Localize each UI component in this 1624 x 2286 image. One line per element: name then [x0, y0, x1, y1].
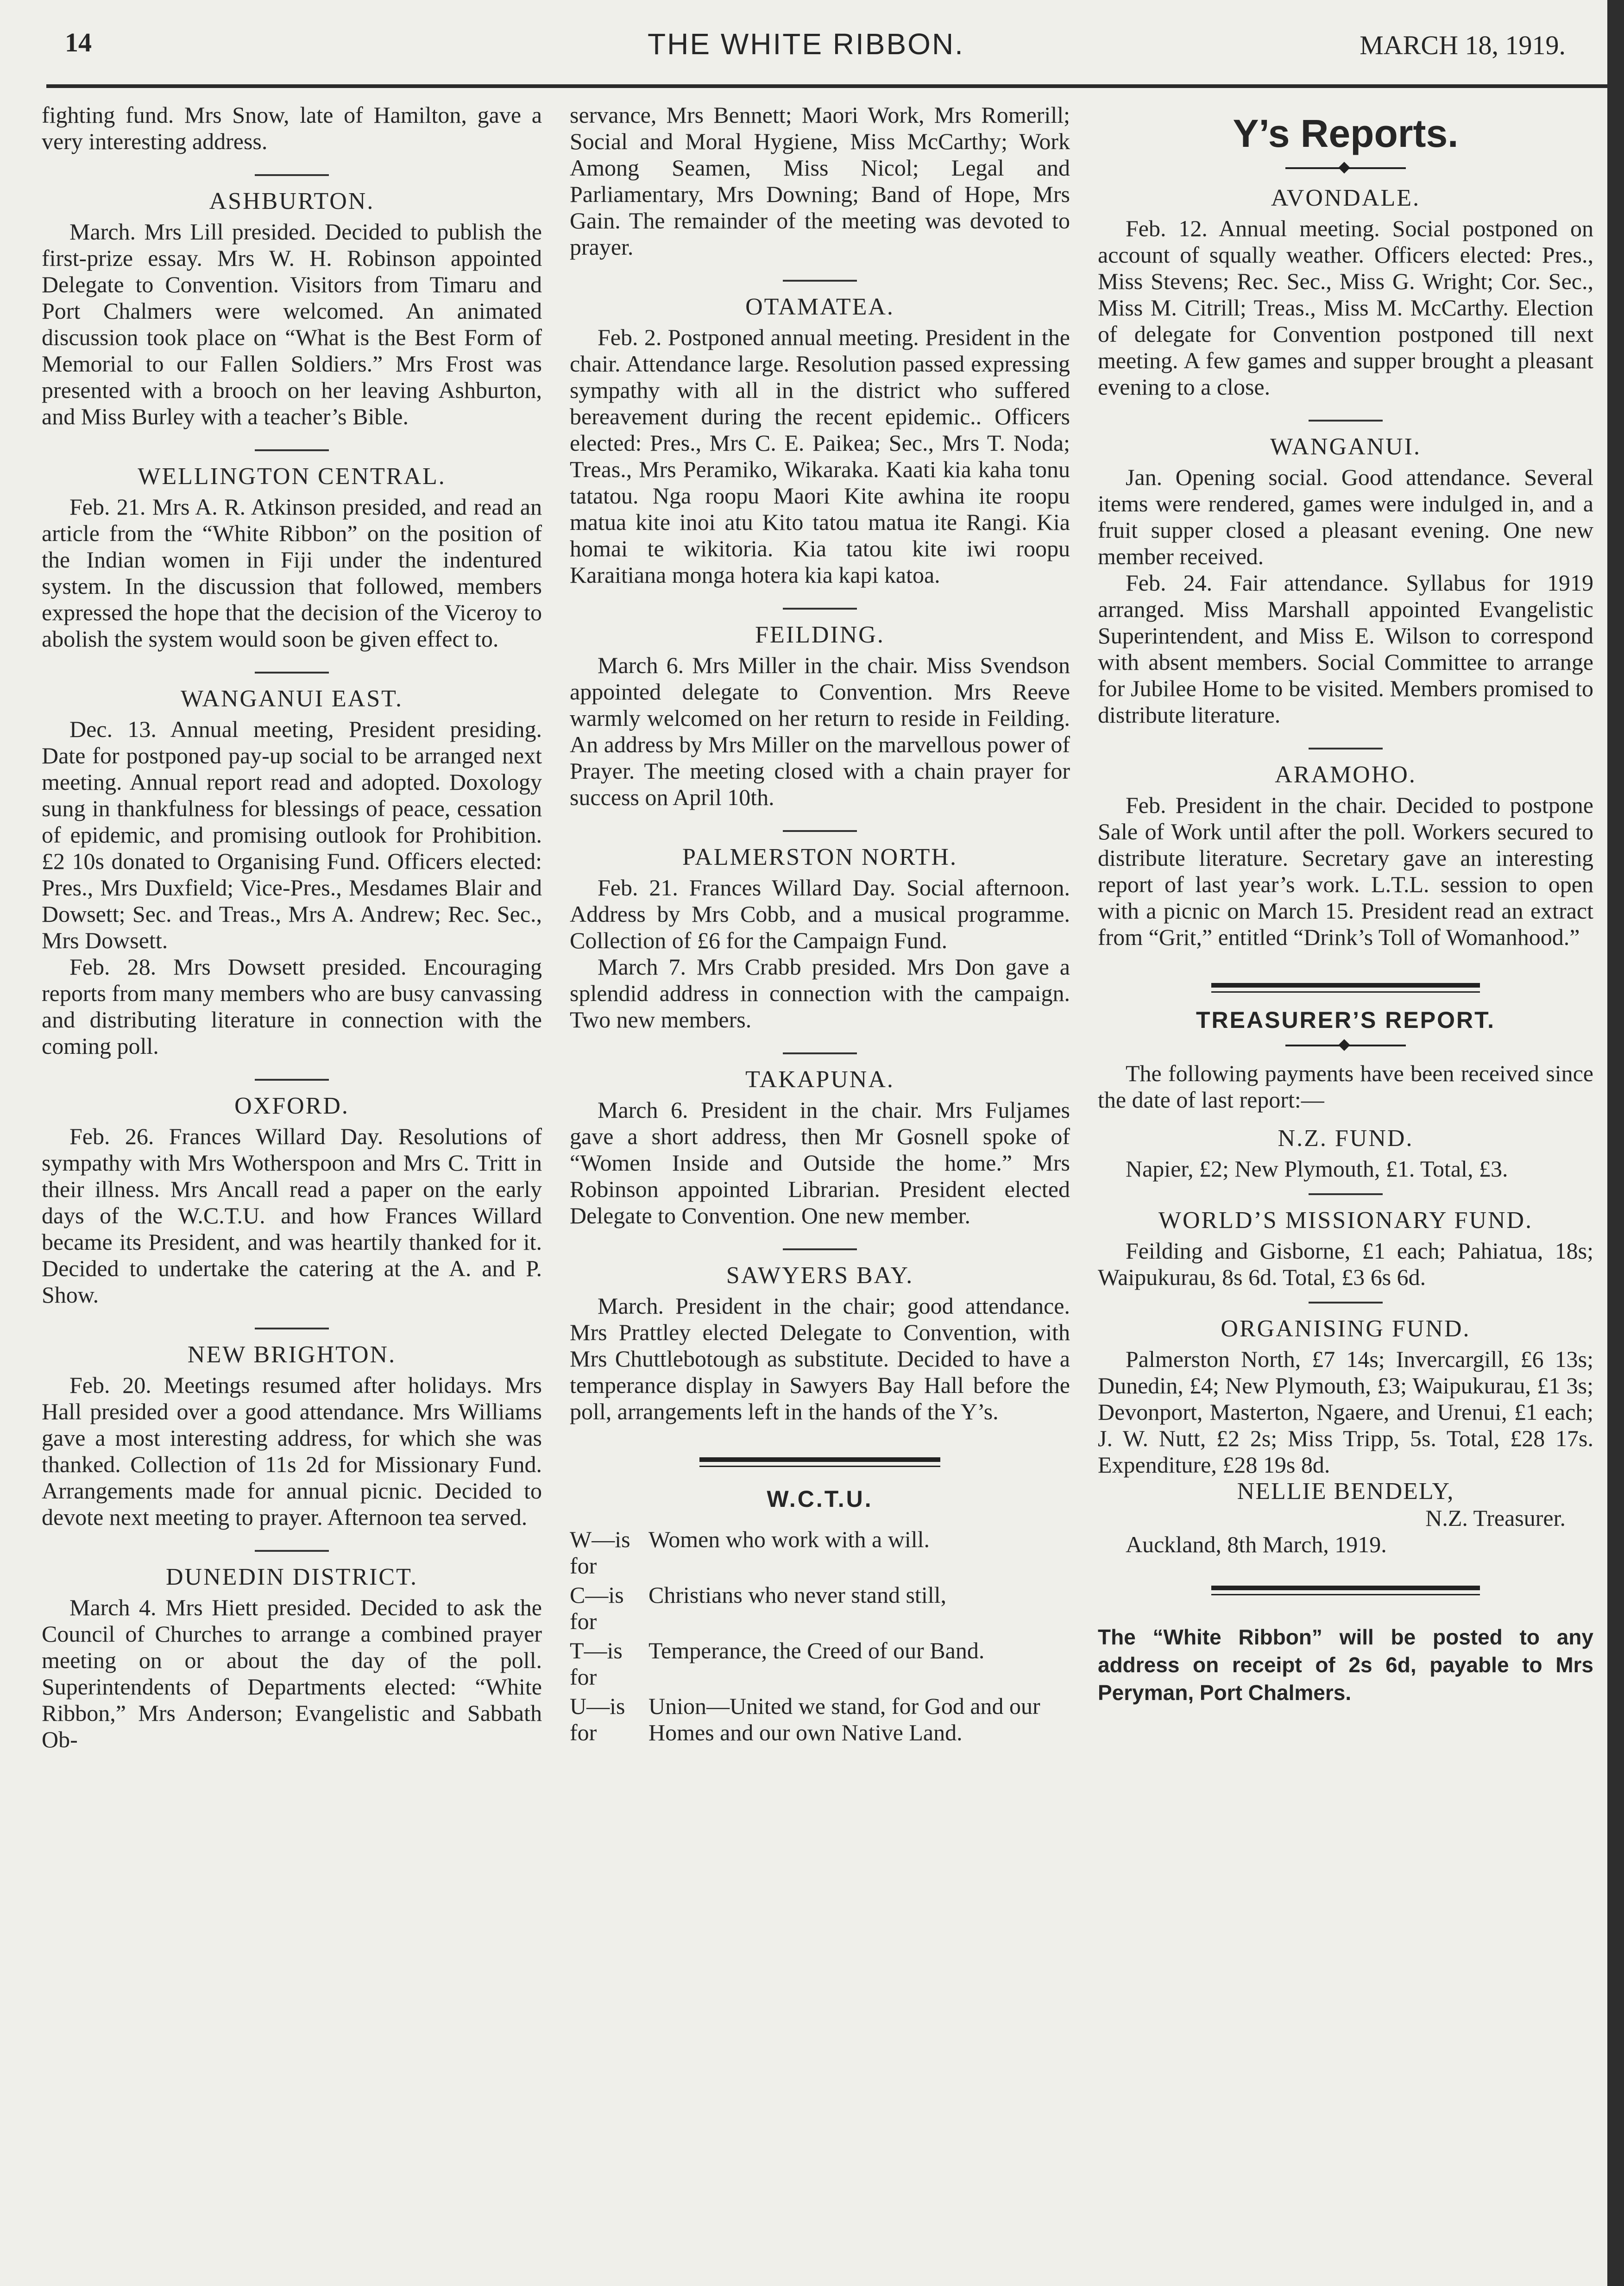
aramoho-heading: ARAMOHO. — [1275, 762, 1416, 788]
section-divider — [783, 280, 857, 282]
column-2 — [570, 102, 1070, 1749]
feilding-heading: FEILDING. — [755, 622, 885, 648]
section-divider — [255, 449, 329, 451]
continued-paragraph: servance, Mrs Bennett; Maori Work, Mrs Romerill; Social and Moral Hygiene, Miss McCarthy; Work Among Seamen, Miss Nicol; Legal and Parliamentary, Mrs Downing; Band of Hope, Mrs Gain. The remainder of the meeting was devoted to prayer. — [570, 102, 1070, 260]
treasurer-signature-name: NELLIE BENDELY, — [1237, 1478, 1454, 1505]
section-divider — [1309, 1193, 1383, 1195]
section-divider — [783, 608, 857, 610]
double-rule — [699, 1457, 940, 1467]
ashburton-report: March. Mrs Lill presided. Decided to publish the first-prize essay. Mrs W. H. Robinson appointed Delegate to Convention. Visitors from Timaru and Port Chalmers were welcomed. An animated discussion took place on “What is the Best Form of Memorial to our Fallen Soldiers.” Mrs Frost was presented with a brooch on her leaving Ashburton, and Miss Burley with a teacher’s Bible. — [42, 219, 542, 429]
continued-paragraph: fighting fund. Mrs Snow, late of Hamilton, gave a very interesting address. — [42, 102, 542, 154]
section-divider — [255, 174, 329, 176]
wellington-central-heading: WELLINGTON CENTRAL. — [138, 463, 446, 490]
subscription-notice: The “White Ribbon” will be posted to any address on receipt of 2s 6d, payable to Mrs Peryman, Port Chalmers. — [1098, 1625, 1593, 1705]
worlds-missionary-fund-heading: WORLD’S MISSIONARY FUND. — [1158, 1207, 1533, 1234]
wanganui-east-report-1: Dec. 13. Annual meeting, President presiding. Date for postponed pay-up social to be arranged next meeting. Annual report read and adopted. Doxology sung in thankfulness for blessings of peace, cessation of epidemic, and promising outlook for Prohibition. £2 10s donated to Organising Fund. Officers elected: Pres., Mrs Duxfield; Vice-Pres., Mesdames Blair and Dowsett; Sec. and Treas., Mrs A. Andrew; Rec. Sec., Mrs Dowsett. — [42, 716, 542, 953]
treasurer-signature-place: Auckland, 8th March, 1919. — [1126, 1531, 1387, 1557]
section-divider — [255, 1079, 329, 1081]
acrostic-key: W—is for — [570, 1526, 630, 1579]
treasurer-intro: The following payments have been received since the date of last report:— — [1098, 1060, 1593, 1113]
section-divider — [1309, 748, 1383, 749]
ornament-divider — [1285, 1041, 1406, 1050]
avondale-report: Feb. 12. Annual meeting. Social postponed on account of squally weather. Officers elected: Pres., Miss Stevens; Rec. Sec., Miss G. Wright; Cor. Sec., Miss M. Citrill; Treas., Miss M. McCarthy. Election of delegate for Convention postponed till next meeting. A few games and supper brought a pleasant evening to a close. — [1098, 215, 1593, 400]
organising-fund-text: Palmerston North, £7 14s; Invercargill, £6 13s; Dunedin, £4; New Plymouth, £3; Waipukurau, £1 3s; Devonport, Masterton, Ngaere, and Urenui, £1 each; J. W. Nutt, £2 2s; Miss Tripp, 5s. Total, £28 17s. Expenditure, £28 19s 8d. — [1098, 1346, 1593, 1478]
wanganui-report-2: Feb. 24. Fair attendance. Syllabus for 1919 arranged. Miss Marshall appointed Evangelistic Superintendent, and Miss E. Wilson to correspond with absent members. Social Committee to arrange for Jubilee Home to be visited. Members promised to distribute literature. — [1098, 570, 1593, 728]
section-divider — [255, 1550, 329, 1552]
feilding-report: March 6. Mrs Miller in the chair. Miss Svendson appointed delegate to Convention. Mrs Reeve warmly welcomed on her return to reside in Feilding. An address by Mrs Miller on the marvellous power of Prayer. The meeting closed with a chain prayer for success on April 10th. — [570, 652, 1070, 810]
section-divider — [783, 1052, 857, 1054]
publication-title: THE WHITE RIBBON. — [648, 27, 964, 61]
worlds-missionary-fund-text: Feilding and Gisborne, £1 each; Pahiatua, 18s; Waipukurau, 8s 6d. Total, £3 6s 6d. — [1098, 1238, 1593, 1290]
dunedin-district-report: March 4. Mrs Hiett presided. Decided to ask the Council of Churches to arrange a combined prayer meeting on or about the day of the poll. Superintendents of Departments elected: “White Ribbon,” Mrs Anderson; Evangelistic and Sabbath Ob- — [42, 1594, 542, 1752]
acrostic-text: Women who work with a will. — [648, 1526, 930, 1552]
new-brighton-heading: NEW BRIGHTON. — [187, 1341, 397, 1368]
section-divider — [783, 1248, 857, 1250]
page-edge — [1607, 0, 1624, 2286]
wanganui-east-heading: WANGANUI EAST. — [180, 686, 403, 712]
wanganui-east-report-2: Feb. 28. Mrs Dowsett presided. Encouraging reports from many members who are busy canvassing and distributing literature in connection with the coming poll. — [42, 954, 542, 1059]
sawyers-bay-report: March. President in the chair; good attendance. Mrs Prattley elected Delegate to Convention, with Mrs Chuttlebotough as substitute. Decided to have a temperance display in Sawyers Bay Hall before the poll, arrangements left in the hands of the Y’s. — [570, 1293, 1070, 1424]
new-brighton-report: Feb. 20. Meetings resumed after holidays. Mrs Hall presided over a good attendance. Mrs Williams gave a most interesting address, for which she was thanked. Collection of 11s 2d for Missionary Fund. Arrangements made for annual picnic. Decided to devote next meeting to prayer. Afternoon tea served. — [42, 1372, 542, 1530]
section-divider — [783, 830, 857, 832]
page-number: 14 — [65, 27, 92, 57]
section-divider — [1309, 420, 1383, 422]
acrostic-key: U—is for — [570, 1693, 625, 1745]
wctu-heading: W.C.T.U. — [767, 1486, 873, 1512]
section-divider — [255, 1328, 329, 1329]
treasurers-report-heading: TREASURER’S REPORT. — [1196, 1007, 1495, 1033]
dunedin-district-heading: DUNEDIN DISTRICT. — [166, 1564, 418, 1590]
aramoho-report: Feb. President in the chair. Decided to postpone Sale of Work until after the poll. Workers secured to distribute literature. Secretary gave an interesting report of last year’s work. L.T.L. session to open with a picnic on March 15. President read an extract from “Grit,” entitled “Drink’s Toll of Womanhood.” — [1098, 792, 1593, 950]
ys-reports-heading: Y’s Reports. — [1233, 112, 1459, 155]
wanganui-heading: WANGANUI. — [1270, 434, 1421, 460]
otamatea-report: Feb. 2. Postponed annual meeting. President in the chair. Attendance large. Resolution passed expressing sympathy with all in the district who suffered bereavement during the recent epidemic.. Officers elected: Pres., Mrs C. E. Paikea; Sec., Mrs T. Noda; Treas., Mrs Peramiko, Wikaraka. Kaati kia kaha tonu tatatou. Nga roopu Maori Kite awhina ite roopu matua kite inoi atu Kito tatou matua ite Rangi. Kia homai te wikitoria. Kia tatou kite iwi roopu Karaitiana monga hotera kia kapi katoa. — [570, 324, 1070, 588]
column-1 — [42, 102, 542, 1753]
palmerston-north-report-2: March 7. Mrs Crabb presided. Mrs Don gave a splendid address in connection with the campaign. Two new members. — [570, 954, 1070, 1033]
acrostic-text: Christians who never stand still, — [648, 1582, 946, 1608]
sawyers-bay-heading: SAWYERS BAY. — [726, 1262, 914, 1289]
masthead — [46, 19, 1566, 79]
acrostic-key: C—is for — [570, 1582, 624, 1634]
palmerston-north-report-1: Feb. 21. Frances Willard Day. Social afternoon. Address by Mrs Cobb, and a musical programme. Collection of £6 for the Campaign Fund. — [570, 875, 1070, 953]
wellington-central-report: Feb. 21. Mrs A. R. Atkinson presided, and read an article from the “White Ribbon” on the position of the Indian women in Fiji under the indentured system. In the discussion that followed, members expressed the hope that the decision of the Viceroy to abolish the system would soon be given effect to. — [42, 494, 542, 652]
oxford-heading: OXFORD. — [234, 1093, 349, 1119]
acrostic-text: Temperance, the Creed of our Band. — [648, 1637, 985, 1663]
oxford-report: Feb. 26. Frances Willard Day. Resolutions of sympathy with Mrs Wotherspoon and Mrs C. Tritt in their illness. Mrs Ancall read a paper on the early days of the W.C.T.U. and how Frances Willard became its President, and was heartily thanked for it. Decided to undertake the catering at the A. and P. Show. — [42, 1123, 542, 1308]
acrostic-key: T—is for — [570, 1637, 623, 1690]
organising-fund-heading: ORGANISING FUND. — [1221, 1316, 1471, 1342]
nz-fund-text: Napier, £2; New Plymouth, £1. Total, £3. — [1126, 1156, 1508, 1182]
takapuna-report: March 6. President in the chair. Mrs Fuljames gave a short address, then Mr Gosnell spoke of “Women Inside and Outside the home.” Mrs Robinson appointed Librarian. President elected Delegate to Convention. One new member. — [570, 1097, 1070, 1228]
treasurer-signature-title: N.Z. Treasurer. — [1425, 1505, 1566, 1531]
ashburton-heading: ASHBURTON. — [209, 188, 375, 214]
section-divider — [255, 672, 329, 674]
acrostic-line — [570, 1637, 1070, 1690]
palmerston-north-heading: PALMERSTON NORTH. — [682, 844, 957, 870]
wanganui-report-1: Jan. Opening social. Good attendance. Several items were rendered, games were indulged in, and a fruit supper closed a pleasant evening. One new member received. — [1098, 464, 1593, 569]
column-3 — [1098, 102, 1593, 1707]
section-divider — [1309, 1302, 1383, 1304]
ornament-divider — [1285, 164, 1406, 173]
acrostic-text: Union—United we stand, for God and our Homes and our own Native Land. — [648, 1693, 1040, 1745]
nz-fund-heading: N.Z. FUND. — [1278, 1125, 1414, 1152]
avondale-heading: AVONDALE. — [1271, 185, 1421, 211]
wctu-acrostic — [570, 1526, 1070, 1746]
masthead-rule — [46, 84, 1612, 88]
acrostic-line — [570, 1526, 1070, 1579]
acrostic-line — [570, 1582, 1070, 1635]
otamatea-heading: OTAMATEA. — [745, 294, 894, 320]
issue-date: MARCH 18, 1919. — [1360, 30, 1566, 60]
takapuna-heading: TAKAPUNA. — [745, 1066, 894, 1093]
acrostic-line — [570, 1693, 1070, 1746]
double-rule — [1211, 983, 1480, 993]
double-rule — [1211, 1586, 1480, 1595]
